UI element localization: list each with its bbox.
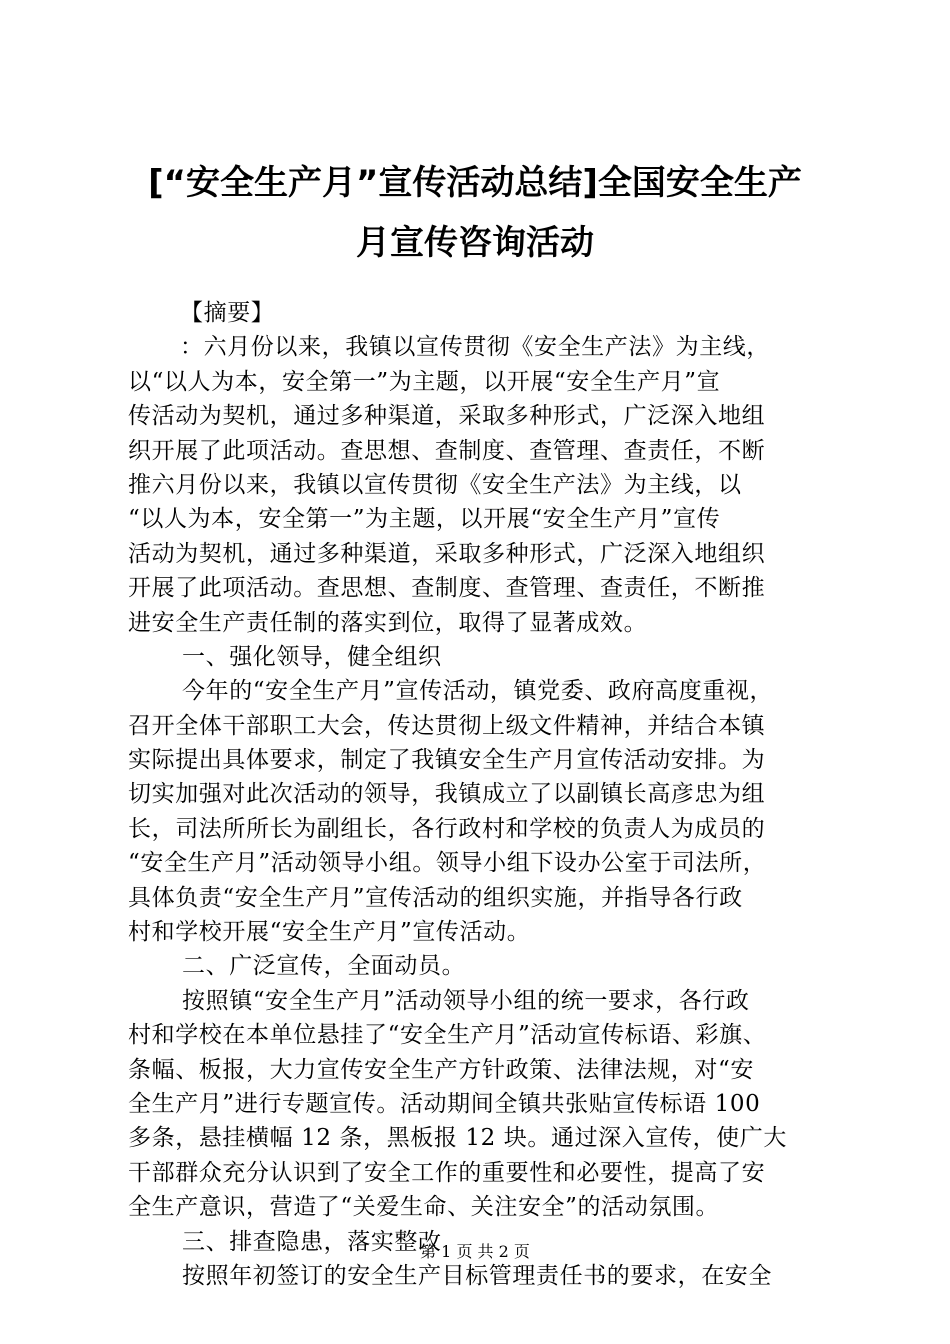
body-line: 召开全体干部职工大会，传达贯彻上级文件精神，并结合本镇 xyxy=(128,712,766,739)
body-line: 推六月份以来，我镇以宣传贯彻《安全生产法》为主线，以 xyxy=(128,471,742,498)
body-line: 今年的“安全生产月”宣传活动，镇党委、政府高度重视， xyxy=(182,678,774,705)
body-line: 切实加强对此次活动的领导，我镇成立了以副镇长高彦忠为组 xyxy=(128,781,766,808)
body-line: 条幅、板报，大力宣传安全生产方针政策、法律法规，对“安 xyxy=(128,1056,754,1083)
body-line: 活动为契机，通过多种渠道，采取多种形式，广泛深入地组织 xyxy=(128,540,766,567)
body-line: 按照年初签订的安全生产目标管理责任书的要求，在安全 xyxy=(182,1262,772,1289)
body-line: 开展了此项活动。查思想、查制度、查管理、查责任，不断推 xyxy=(128,575,766,602)
body-line: 具体负责“安全生产月”宣传活动的组织实施，并指导各行政 xyxy=(128,884,743,911)
document-title-line-2: 月宣传咨询活动 xyxy=(356,223,594,263)
document-title-line-1: [“安全生产月”宣传活动总结]全国安全生产 xyxy=(148,163,802,203)
body-line: 织开展了此项活动。查思想、查制度、查管理、查责任，不断 xyxy=(128,437,766,464)
document-body xyxy=(128,296,838,1293)
body-line: 村和学校开展“安全生产月”宣传活动。 xyxy=(128,919,531,946)
body-line: 村和学校在本单位悬挂了“安全生产月”活动宣传标语、彩旗、 xyxy=(128,1022,767,1049)
body-line: “安全生产月”活动领导小组。领导小组下设办公室于司法所， xyxy=(128,850,767,877)
body-line: 以“以人为本，安全第一”为主题，以开展“安全生产月”宣 xyxy=(128,368,721,395)
section-heading: 一、强化领导，健全组织 xyxy=(182,643,442,670)
body-line: 干部群众充分认识到了安全工作的重要性和必要性，提高了安 xyxy=(128,1159,766,1186)
section-heading: 三、排查隐患，落实整改 xyxy=(182,1228,442,1255)
body-line: 全生产意识，营造了“关爱生命、关注安全”的活动氛围。 xyxy=(128,1194,720,1221)
body-line: ：六月份以来，我镇以宣传贯彻《安全生产法》为主线， xyxy=(180,334,770,361)
body-line: 传活动为契机，通过多种渠道，采取多种形式，广泛深入地组 xyxy=(128,403,766,430)
body-line: 进安全生产责任制的落实到位，取得了显著成效。 xyxy=(128,609,648,636)
body-line: 按照镇“安全生产月”活动领导小组的统一要求，各行政 xyxy=(182,987,750,1014)
body-line: 长，司法所所长为副组长，各行政村和学校的负责人为成员的 xyxy=(128,815,766,842)
body-line: 多条，悬挂横幅 12 条，黑板报 12 块。通过深入宣传，使广大 xyxy=(128,1125,787,1152)
body-line: 全生产月”进行专题宣传。活动期间全镇共张贴宣传标语 100 xyxy=(128,1090,761,1117)
section-heading: 二、广泛宣传，全面动员。 xyxy=(182,953,466,980)
body-line: “以人为本，安全第一”为主题，以开展“安全生产月”宣传 xyxy=(128,506,721,533)
body-line: 实际提出具体要求，制定了我镇安全生产月宣传活动安排。为 xyxy=(128,747,766,774)
page-footer: 第 1 页 共 2 页 xyxy=(420,1242,530,1261)
abstract-label: 【摘要】 xyxy=(180,300,275,326)
